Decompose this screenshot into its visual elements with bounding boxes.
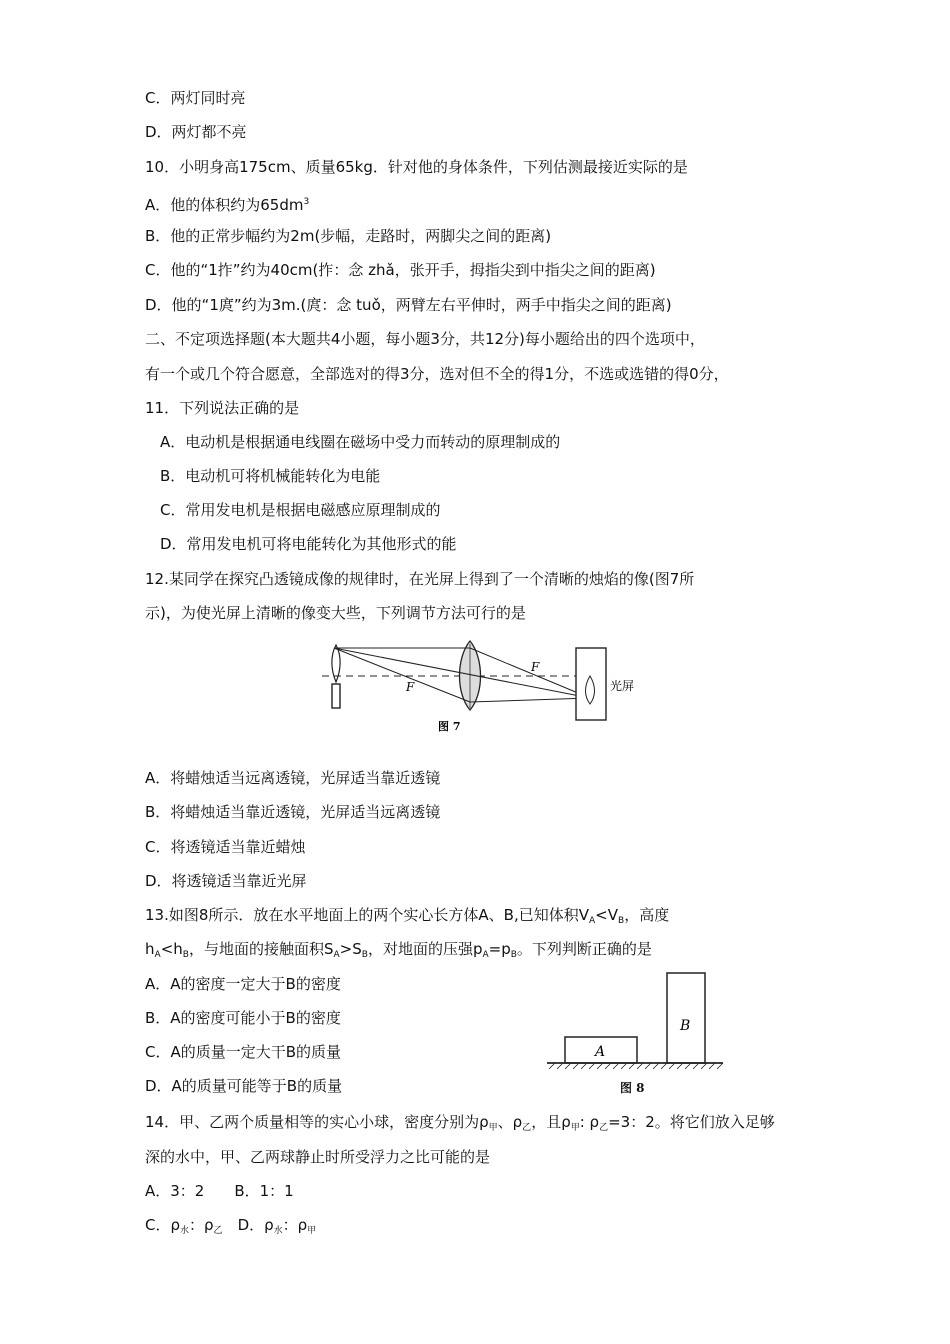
figure-8-caption: 图 8 xyxy=(620,1081,645,1095)
q13-option-c: C．A的质量一定大干B的质量 xyxy=(145,1043,342,1061)
ground-hatching xyxy=(549,1063,723,1069)
q10-option-b: B．他的正常步幅约为2m(步幅，走路时，两脚尖之间的距离) xyxy=(145,227,552,245)
q14-stem-line1: 14．甲、乙两个质量相等的实心小球，密度分别为$\rho_甲$、$\rho_乙$，且$\rho_甲$: $\rho_乙=3$：2。将它们放入足够 xyxy=(145,1113,775,1133)
screen-label: 光屏 xyxy=(610,679,635,693)
q12-stem-line1: 12.某同学在探究凸透镜成像的规律时，在光屏上得到了一个清晰的烛焰的像(图7所 xyxy=(145,570,695,588)
q10-option-a: A．他的体积约为$65dm^3$ xyxy=(145,196,310,214)
q9-option-d: D．两灯都不亮 xyxy=(145,123,247,141)
q12-option-d: D．将透镜适当靠近光屏 xyxy=(145,872,307,890)
q9-option-c: C．两灯同时亮 xyxy=(145,89,246,107)
q14-stem-line2: 深的水中，甲、乙两球静止时所受浮力之比可能的是 xyxy=(145,1148,491,1166)
q13-option-a: A．A的密度一定大于B的密度 xyxy=(145,975,341,993)
focus-label-right: F xyxy=(531,660,540,674)
q11-option-c: C．常用发电机是根据电磁感应原理制成的 xyxy=(160,501,441,519)
q10-option-c: C．他的“1拃”约为40cm(拃：念 zhǎ，张开手，拇指尖到中指尖之间的距离) xyxy=(145,261,656,279)
q12-option-b: B．将蜡烛适当靠近透镜，光屏适当远离透镜 xyxy=(145,803,441,821)
section2-header-line1: 二、不定项选择题(本大题共4小题，每小题3分，共12分)每小题给出的四个选项中， xyxy=(145,330,705,348)
q11-stem: 11．下列说法正确的是 xyxy=(145,399,300,417)
q12-option-a: A．将蜡烛适当远离透镜，光屏适当靠近透镜 xyxy=(145,769,441,787)
q10-option-d: D．他的“1庹”约为3m.(庹：念 tuǒ，两臂左右平伸时，两手中指尖之间的距离) xyxy=(145,296,672,314)
q14-options-ab: A．3：2 B．1：1 xyxy=(145,1182,294,1200)
q13-option-b: B．A的密度可能小于B的密度 xyxy=(145,1009,341,1027)
block-a-label: A xyxy=(595,1044,606,1060)
q13-stem-line1: 13.如图8所示．放在水平地面上的两个实心长方体A、B,已知体积$V_A<V_B$，高度 xyxy=(145,906,670,926)
section2-header-line2: 有一个或几个符合愿意，全部选对的得3分，选对但不全的得1分，不选或选错的得0分， xyxy=(145,365,729,383)
figure-7-caption: 图 7 xyxy=(438,720,461,733)
light-screen xyxy=(576,648,606,720)
q14-options-cd: C．$\rho_水$：$\rho_乙$ D．$\rho_水$：$\rho_甲$ xyxy=(145,1216,317,1236)
candle xyxy=(332,684,340,708)
q11-option-d: D．常用发电机可将电能转化为其他形式的能 xyxy=(160,535,457,553)
q12-option-c: C．将透镜适当靠近蜡烛 xyxy=(145,838,306,856)
q10-stem: 10．小明身高175cm、质量65kg．针对他的身体条件，下列估测最接近实际的是 xyxy=(145,158,688,176)
block-b-label: B xyxy=(680,1018,691,1034)
q13-option-d: D．A的质量可能等于B的质量 xyxy=(145,1077,343,1095)
q12-stem-line2: 示)，为使光屏上清晰的像变大些，下列调节方法可行的是 xyxy=(145,604,526,622)
q11-option-b: B．电动机可将机械能转化为电能 xyxy=(160,467,381,485)
q13-stem-line2: $h_A<h_B$，与地面的接触面积$S_A>S_B$，对地面的压强$p_A=p_B$。下列判断正确的是 xyxy=(145,940,652,960)
figure-8-blocks-diagram xyxy=(545,970,725,1076)
q11-option-a: A．电动机是根据通电线圈在磁场中受力而转动的原理制成的 xyxy=(160,433,561,451)
focus-label-left: F xyxy=(406,680,415,694)
figure-7-lens-diagram xyxy=(318,638,670,748)
